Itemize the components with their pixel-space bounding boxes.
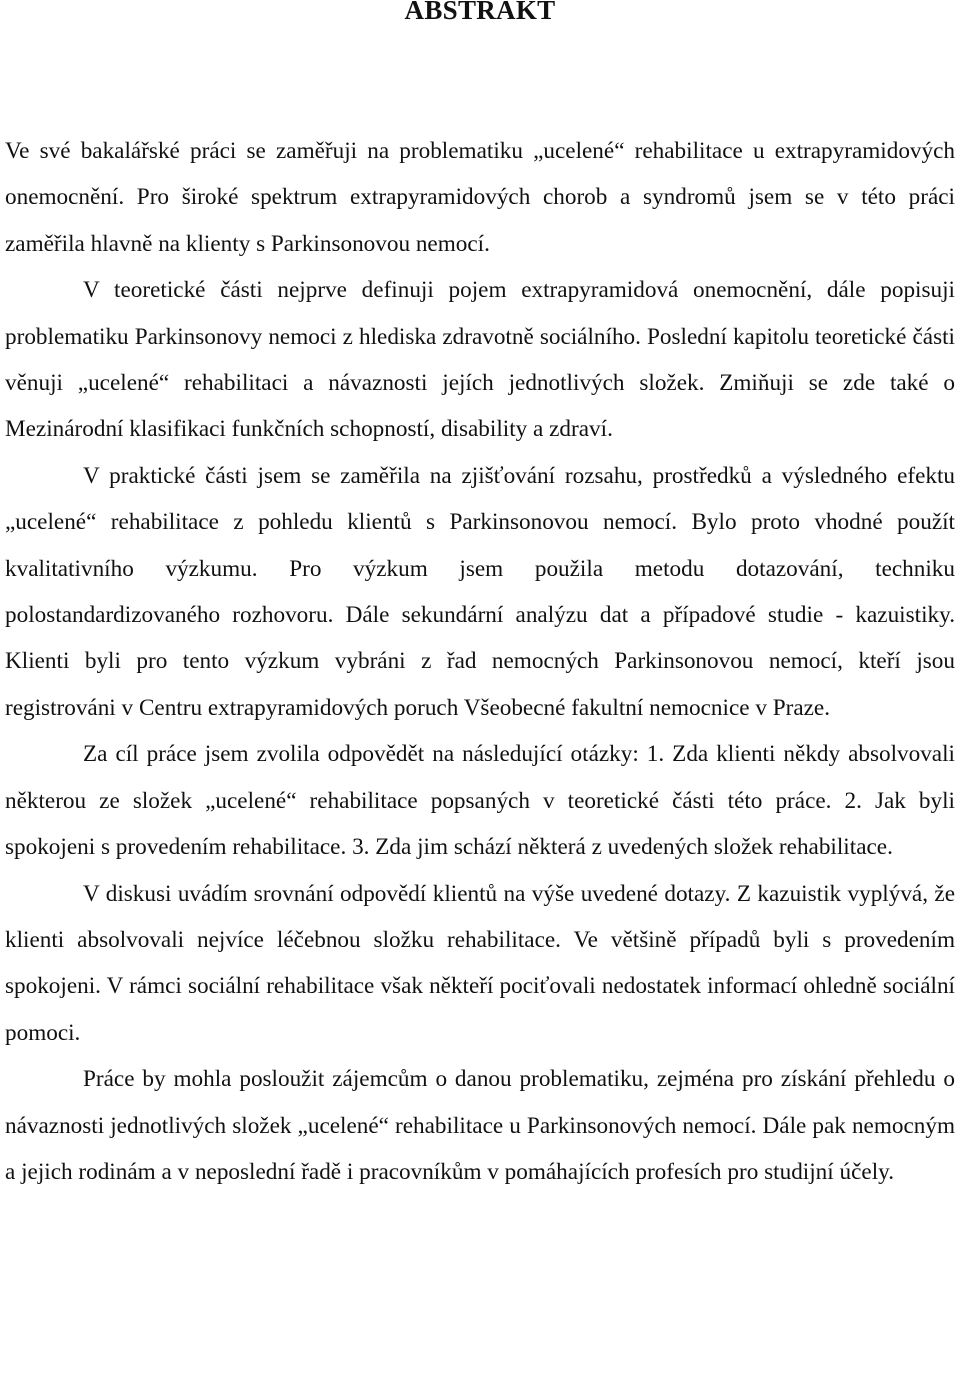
paragraph-discussion: V diskusi uvádím srovnání odpovědí klientů na výše uvedené dotazy. Z kazuistik vyplývá, že klienti absolvovali nejvíce léčebnou složku rehabilitace. Ve většině případů byli s provedením spokojeni. V rámci sociální rehabilitace však někteří pociťovali nedostatek informací ohledně sociální pomoci.	[5, 880, 955, 1046]
paragraph-practice: V praktické části jsem se zaměřila na zjišťování rozsahu, prostředků a výsledného efektu „ucelené“ rehabilitace z pohledu klientů s Parkinsonovou nemocí. Bylo proto vhodné použít kvalitativního výzkumu. Pro výzkum jsem použila metodu dotazování, techniku polostandardizovaného rozhovoru. Dále sekundární analýzu dat a případové studie - kazuistiky. Klienti byli pro tento výzkum vybráni z řad nemocných Parkinsonovou nemocí, kteří jsou registrováni v Centru extrapyramidových poruch Všeobecné fakultní nemocnice v Praze.	[5, 462, 955, 721]
page-title: ABSTRAKT	[404, 0, 556, 25]
paragraph-goals: Za cíl práce jsem zvolila odpovědět na následující otázky: 1. Zda klienti někdy absolvovali některou ze složek „ucelené“ rehabilitace popsaných v teoretické části této práce. 2. Jak byli spokojeni s provedením rehabilitace. 3. Zda jim schází některá z uvedených složek rehabilitace.	[5, 741, 955, 861]
document-page	[5, 0, 955, 1195]
abstract-body	[5, 128, 955, 1195]
paragraph-intro: Ve své bakalářské práci se zaměřuji na problematiku „ucelené“ rehabilitace u extrapyramidových onemocnění. Pro široké spektrum extrapyramidových chorob a syndromů jsem se v této práci zaměřila hlavně na klienty s Parkinsonovou nemocí.	[5, 138, 955, 257]
paragraph-theory: V teoretické části nejprve definuji pojem extrapyramidová onemocnění, dále popisuji problematiku Parkinsonovy nemoci z hlediska zdravotně sociálního. Poslední kapitolu teoretické části věnuji „ucelené“ rehabilitaci a návaznosti jejích jednotlivých složek. Zmiňuji se zde také o Mezinárodní klasifikaci funkčních schopností, disability a zdraví.	[5, 277, 955, 443]
paragraph-conclusion: Práce by mohla posloužit zájemcům o danou problematiku, zejména pro získání přehledu o návaznosti jednotlivých složek „ucelené“ rehabilitace u Parkinsonových nemocí. Dále pak nemocným a jejich rodinám a v neposlední řadě i pracovníkům v pomáhajících profesích pro studijní účely.	[5, 1066, 955, 1185]
